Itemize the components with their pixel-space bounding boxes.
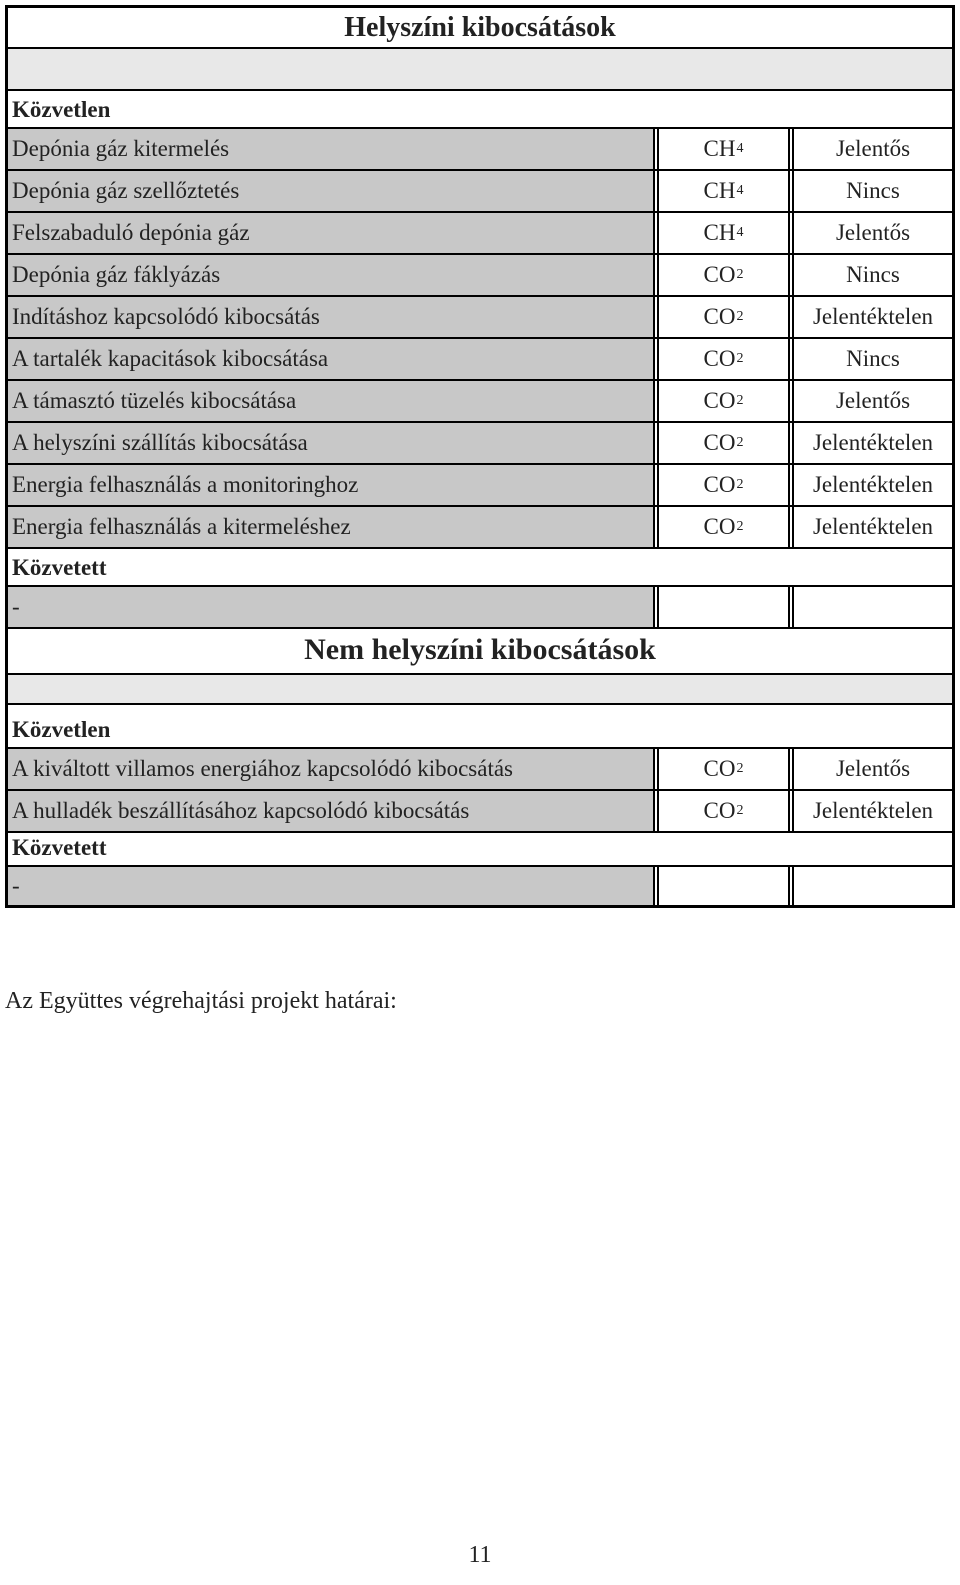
- gas-cell: CO 2: [653, 297, 788, 337]
- rating-cell: Jelentős: [788, 381, 952, 421]
- table-row: [8, 791, 952, 833]
- table-row: [8, 129, 952, 171]
- source-cell: A kiváltott villamos energiához kapcsolódó kibocsátás: [12, 756, 514, 781]
- offsite-title: Nem helyszíni kibocsátások: [8, 629, 952, 675]
- source-cell: A tartalék kapacitások kibocsátása: [12, 346, 329, 371]
- gas-cell: CO 2: [653, 507, 788, 547]
- table-row: [8, 465, 952, 507]
- gas-cell: CO 2: [653, 423, 788, 463]
- rating-cell: Jelentéktelen: [788, 507, 952, 547]
- rating-cell: Nincs: [788, 339, 952, 379]
- source-cell: Felszabaduló depónia gáz: [12, 220, 250, 245]
- gas-cell: CO 2: [653, 339, 788, 379]
- source-cell: Depónia gáz fáklyázás: [12, 262, 221, 287]
- blank-row: [8, 675, 952, 705]
- table-row: [8, 867, 952, 905]
- gas-cell: CH 4: [653, 213, 788, 253]
- gas-cell: CO 2: [653, 381, 788, 421]
- table-row: [8, 213, 952, 255]
- source-cell: Energia felhasználás a kitermeléshez: [12, 514, 351, 539]
- offsite-indirect-label: Közvetett: [8, 833, 952, 867]
- page-number: 11: [468, 1542, 492, 1568]
- onsite-title: Helyszíni kibocsátások: [8, 8, 952, 49]
- table-row: [8, 255, 952, 297]
- rating-cell: [788, 867, 952, 905]
- source-cell: Depónia gáz kitermelés: [12, 136, 230, 161]
- table-row: [8, 423, 952, 465]
- table-row: [8, 381, 952, 423]
- source-cell: A helyszíni szállítás kibocsátása: [12, 430, 308, 455]
- table-row: [8, 339, 952, 381]
- gas-cell: [653, 867, 788, 905]
- table-row: [8, 297, 952, 339]
- gas-cell: CO 2: [653, 791, 788, 831]
- rating-cell: Jelentéktelen: [788, 423, 952, 463]
- source-cell: -: [12, 594, 20, 619]
- source-cell: Depónia gáz szellőztetés: [12, 178, 240, 203]
- onsite-indirect-label: Közvetett: [8, 549, 952, 587]
- gas-cell: CH 4: [653, 129, 788, 169]
- rating-cell: Jelentéktelen: [788, 465, 952, 505]
- emissions-table: [5, 5, 955, 908]
- onsite-direct-label: Közvetlen: [8, 91, 952, 129]
- table-row: [8, 587, 952, 629]
- rating-cell: Jelentős: [788, 749, 952, 789]
- table-row: [8, 171, 952, 213]
- source-cell: A támasztó tüzelés kibocsátása: [12, 388, 297, 413]
- rating-cell: Nincs: [788, 171, 952, 211]
- table-row: [8, 749, 952, 791]
- source-cell: Indításhoz kapcsolódó kibocsátás: [12, 304, 320, 329]
- rating-cell: [788, 587, 952, 627]
- rating-cell: Jelentéktelen: [788, 297, 952, 337]
- offsite-direct-label: Közvetlen: [8, 705, 952, 749]
- gas-cell: CO 2: [653, 465, 788, 505]
- blank-row: [8, 49, 952, 91]
- table-row: [8, 507, 952, 549]
- footnote: Az Együttes végrehajtási projekt határai:: [5, 988, 397, 1014]
- rating-cell: Jelentéktelen: [788, 791, 952, 831]
- rating-cell: Jelentős: [788, 129, 952, 169]
- gas-cell: CH 4: [653, 171, 788, 211]
- gas-cell: CO 2: [653, 749, 788, 789]
- rating-cell: Nincs: [788, 255, 952, 295]
- rating-cell: Jelentős: [788, 213, 952, 253]
- source-cell: A hulladék beszállításához kapcsolódó kibocsátás: [12, 798, 470, 823]
- source-cell: Energia felhasználás a monitoringhoz: [12, 472, 359, 497]
- gas-cell: CO 2: [653, 255, 788, 295]
- source-cell: -: [12, 873, 20, 898]
- gas-cell: [653, 587, 788, 627]
